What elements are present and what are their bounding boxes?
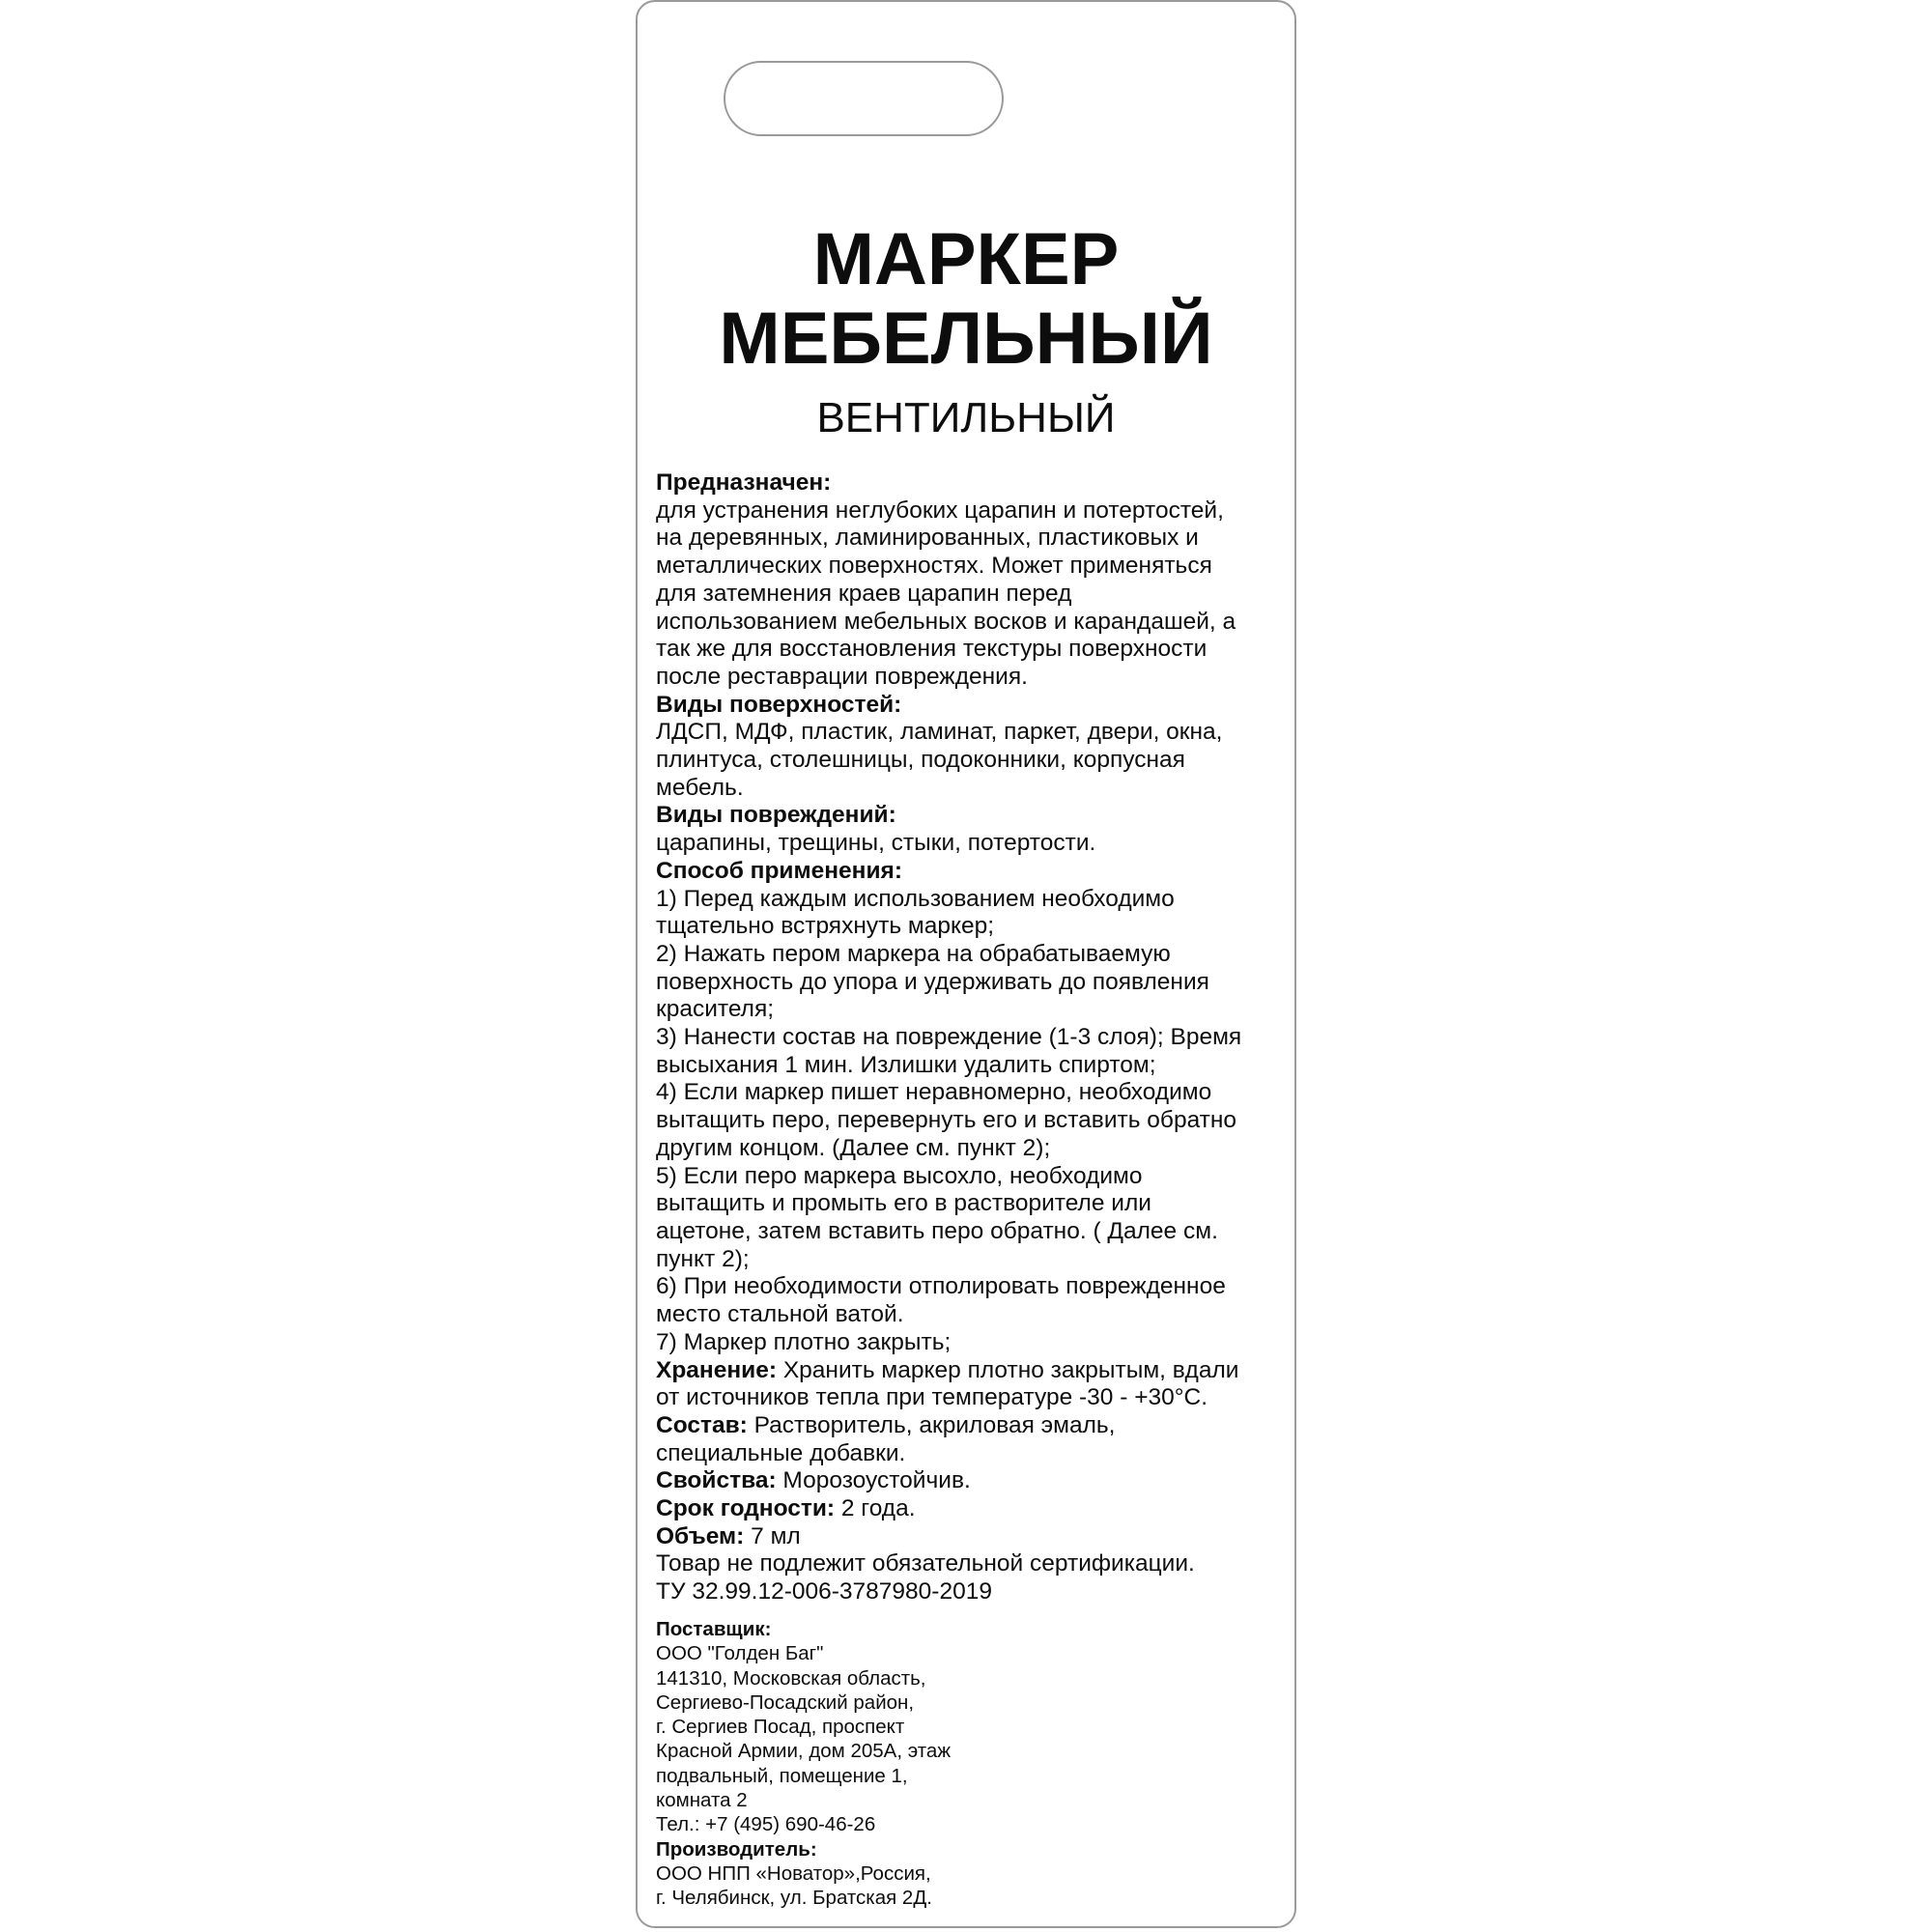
product-subtitle: ВЕНТИЛЬНЫЙ [816, 394, 1116, 441]
surfaces-line: плинтуса, столешницы, подоконники, корпусная [656, 747, 1185, 774]
storage-label: Хранение: [656, 1356, 778, 1383]
usage-line: 6) При необходимости отполировать поврежденное [656, 1273, 1226, 1300]
properties-label: Свойства: [656, 1467, 777, 1494]
product-description [656, 469, 1284, 1606]
usage-line: высыхания 1 мин. Излишки удалить спиртом; [656, 1051, 1156, 1078]
shelf-life-label: Срок годности: [656, 1495, 836, 1522]
manufacturer-heading: Производитель: [656, 1837, 817, 1861]
properties-line [656, 1467, 1284, 1495]
shelf-life-text: 2 года. [835, 1495, 916, 1522]
usage-line: 2) Нажать пером маркера на обрабатываемую [656, 940, 1171, 967]
supplier-line: Сергиево-Посадский район, [656, 1690, 915, 1714]
usage-line: вытащить и промыть его в растворителе или [656, 1190, 1151, 1217]
usage-line: другим концом. (Далее см. пункт 2); [656, 1134, 1051, 1161]
usage-line: ацетоне, затем вставить перо обратно. ( Далее см. [656, 1217, 1218, 1244]
shelf-life-line [656, 1495, 1284, 1523]
purpose-line: использованием мебельных восков и карандашей, а [656, 608, 1236, 635]
purpose-line: так же для восстановления текстуры поверхности [656, 636, 1208, 663]
supplier-line: г. Сергиев Посад, проспект [656, 1716, 905, 1739]
damage-line: царапины, трещины, стыки, потертости. [656, 830, 1096, 857]
storage-text-line2: от источников тепла при температуре -30 - +30°С. [656, 1384, 1208, 1411]
supplier-phone: Тел.: +7 (495) 690-46-26 [656, 1813, 876, 1836]
storage-text: Хранить маркер плотно закрытым, вдали [777, 1356, 1239, 1383]
composition-text: Растворитель, акриловая эмаль, [747, 1411, 1116, 1438]
contacts-section [656, 1617, 1284, 1911]
purpose-heading: Предназначен: [656, 469, 832, 496]
properties-text: Морозоустойчив. [776, 1467, 971, 1494]
usage-line: 7) Маркер плотно закрыть; [656, 1328, 952, 1355]
hang-hole-icon [723, 60, 1005, 137]
usage-line: 4) Если маркер пишет неравномерно, необходимо [656, 1079, 1212, 1106]
purpose-line: на деревянных, ламинированных, пластиковых и [656, 525, 1199, 552]
purpose-line: для затемнения краев царапин перед [656, 580, 1072, 607]
supplier-line: ООО "Голден Баг" [656, 1642, 824, 1665]
usage-line: 5) Если перо маркера высохло, необходимо [656, 1162, 1143, 1189]
standard-code: ТУ 32.99.12-006-3787980-2019 [656, 1578, 992, 1605]
purpose-line: для устранения неглубоких царапин и потертостей, [656, 497, 1224, 524]
composition-label: Состав: [656, 1411, 748, 1438]
purpose-line: металлических поверхностях. Может применяться [656, 553, 1212, 580]
manufacturer-line: г. Челябинск, ул. Братская 2Д. [656, 1887, 932, 1910]
volume-line [656, 1523, 1284, 1551]
usage-line: место стальной ватой. [656, 1301, 904, 1328]
purpose-line: после реставрации повреждения. [656, 663, 1028, 690]
usage-line: 1) Перед каждым использованием необходимо [656, 885, 1175, 912]
supplier-line: 141310, Московская область, [656, 1666, 926, 1690]
composition-line [656, 1412, 1284, 1440]
supplier-line: Красной Армии, дом 205А, этаж [656, 1740, 952, 1763]
storage-line [656, 1357, 1284, 1385]
damage-heading: Виды повреждений: [656, 802, 896, 829]
usage-heading: Способ применения: [656, 857, 902, 884]
certification-note: Товар не подлежит обязательной сертификации. [656, 1550, 1195, 1577]
usage-line: пункт 2); [656, 1245, 750, 1272]
manufacturer-line: ООО НПП «Новатор»,Россия, [656, 1861, 931, 1885]
surfaces-line: ЛДСП, МДФ, пластик, ламинат, паркет, двери, окна, [656, 719, 1223, 746]
surfaces-line: мебель. [656, 774, 744, 801]
usage-line: тщательно встряхнуть маркер; [656, 913, 995, 940]
volume-label: Объем: [656, 1522, 745, 1549]
composition-text-line2: специальные добавки. [656, 1439, 906, 1466]
product-title-line1: МАРКЕР [812, 218, 1120, 300]
usage-line: поверхность до упора и удерживать до появления [656, 968, 1209, 995]
usage-line: вытащить перо, перевернуть его и вставить обратно [656, 1107, 1237, 1134]
volume-text: 7 мл [744, 1522, 801, 1549]
surfaces-heading: Виды поверхностей: [656, 691, 902, 718]
supplier-heading: Поставщик: [656, 1618, 772, 1640]
usage-line: 3) Нанести состав на повреждение (1-3 слоя); Время [656, 1024, 1242, 1051]
usage-line: красителя; [656, 996, 775, 1023]
supplier-line: подвальный, помещение 1, [656, 1764, 908, 1787]
supplier-line: комната 2 [656, 1789, 748, 1812]
product-title-line2: МЕБЕЛЬНЫЙ [719, 298, 1213, 380]
